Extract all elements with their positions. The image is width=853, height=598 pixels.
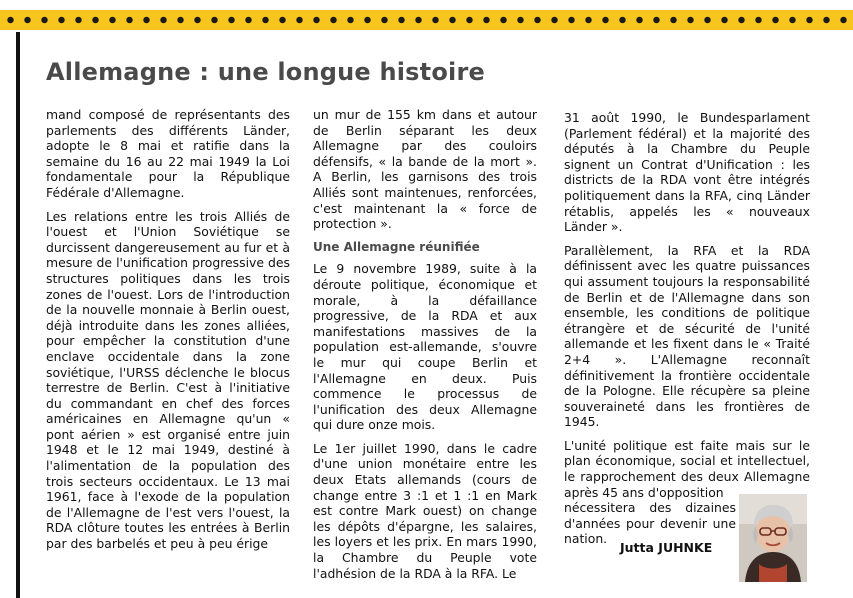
paragraph: L'unité politique est faite mais sur le plan économique, social et intellectuel, le rapprochement des deux Allemagne après 45 ans d'opposition [564, 437, 810, 500]
paragraph-wrapped: nécessitera des dizaines d'années pour devenir une nation. [564, 500, 736, 547]
author-photo [739, 494, 807, 582]
column-1 [46, 107, 290, 560]
paragraph: Parallèlement, la RFA et la RDA définissent avec les quatre puissances qui assument toujours la responsabilité de Berlin et de l'Allemagne dans son ensemble, les conditions de politique étrangère et de sécurité de l'unité allemande et les fixent dans le « Traité 2+4 ». L'Allemagne reconnaît définitivement la frontière occidentale de la Pologne. Elle récupère sa pleine souveraineté dans les frontières de 1945. [564, 242, 810, 430]
decorative-dotted-band [0, 10, 853, 30]
paragraph: mand composé de représentants des parlements des différents Länder, adopte le 8 mai et ratifie dans la semaine du 16 au 22 mai 1949 la Loi fondamentale pour la République Fédérale d'Allemagne. [46, 107, 290, 200]
paragraph: un mur de 155 km dans et autour de Berlin séparant les deux Allemagne par des couloirs défensifs, « la bande de la mort ». A Berlin, les garnisons des trois Alliés sont maintenues, renforcées, c'est maintenant la « force de protection ». [313, 107, 537, 232]
paragraph: Le 9 novembre 1989, suite à la déroute politique, économique et morale, à la défaillance progressive, de la RDA et aux manifestations massives de la population est-allemande, s'ouvre le mur qui coupe Berlin et l'Allemagne en deux. Puis commence le processus de l'unification des deux Allemagne qui dure onze mois. [313, 261, 537, 433]
left-margin-rule [16, 32, 20, 598]
author-portrait-icon [739, 494, 807, 582]
article-title: Allemagne : une longue histoire [46, 58, 485, 86]
column-2 [313, 107, 537, 589]
paragraph: 31 août 1990, le Bundesparlament (Parlement fédéral) et la majorité des députés à la Chambre du Peuple signent un Contrat d'Unification : les districts de la RDA vont être intégrés politiquement dans la RFA, cinq Länder rétablis, appelés les « nouveaux Länder ». [564, 110, 810, 235]
section-subheading: Une Allemagne réunifiée [313, 239, 480, 254]
column-3 [564, 110, 810, 555]
author-signature: Jutta JUHNKE [620, 540, 713, 555]
paragraph: Les relations entre les trois Alliés de l'ouest et l'Union Soviétique se durcissent dangereusement au fur et à mesure de l'unification progressive des structures politiques dans les trois zones de l'ouest. Lors de l'introduction de la nouvelle monnaie à Berlin ouest, déjà introduite dans les zones alliées, pour empêcher la constitution d'une enclave occidentale dans la zone soviétique, l'URSS déclenche le blocus terrestre de Berlin. C'est à l'initiative du commandant en chef des forces américaines en Allemagne qu'un « pont aérien » est organisé entre juin 1948 et le 12 mai 1949, destiné à l'alimentation de la population des trois secteurs occidentaux. Le 13 mai 1961, face à l'exode de la population de l'Allemagne de l'est vers l'ouest, la RDA clôture toutes les entrées à Berlin par des barbelés et peu à peu érige [46, 208, 290, 552]
paragraph: Le 1er juillet 1990, dans le cadre d'une union monétaire entre les deux Etats allemands (cours de change entre 3 :1 et 1 :1 en Mark est contre Mark ouest) on change les dépôts d'épargne, les salaires, les loyers et les prix. En mars 1990, la Chambre du Peuple vote l'adhésion de la RDA à la RFA. Le [313, 440, 537, 581]
